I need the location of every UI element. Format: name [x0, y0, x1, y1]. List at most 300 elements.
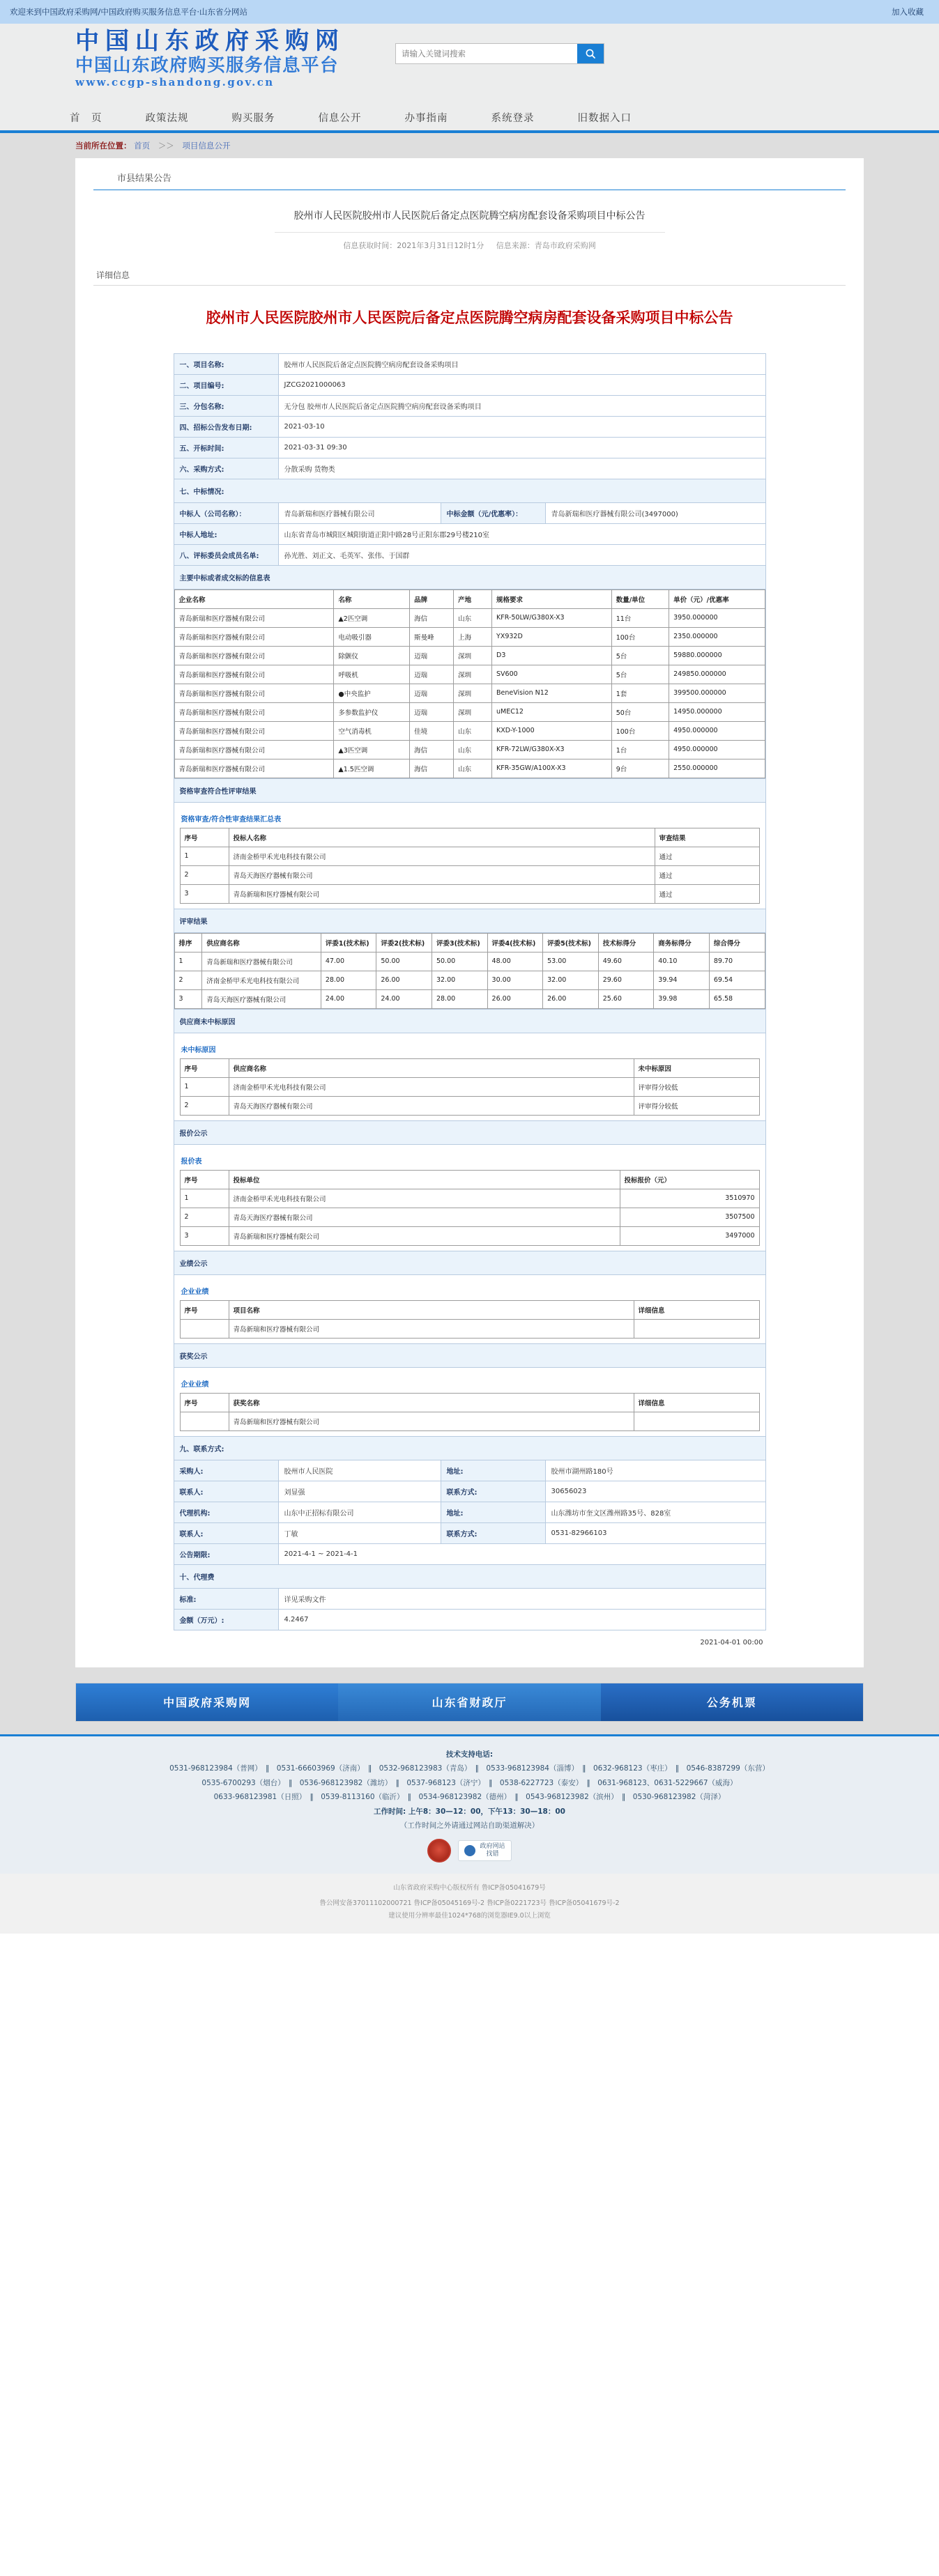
qualification-cell [174, 802, 765, 909]
info-key-open-time: 五、开标时间: [174, 437, 278, 458]
table-row [180, 1412, 759, 1430]
column-header: 序号 [180, 1300, 229, 1319]
table-cell: 100台 [611, 627, 669, 646]
nav-item-policy[interactable]: 政策法规 [145, 112, 189, 124]
table-cell: 399500.000000 [669, 684, 765, 702]
table-cell: 青岛天海医疗器械有限公司 [229, 865, 655, 884]
column-header: 供应商名称 [229, 1058, 634, 1077]
info-key-method: 六、采购方式: [174, 458, 278, 479]
qualification-body [180, 847, 759, 903]
contact-val-0-2: 胶州市湖州路180号 [545, 1460, 765, 1481]
column-header: 商务标得分 [654, 933, 710, 952]
table-cell: 青岛天海医疗器械有限公司 [202, 989, 321, 1008]
section-price-label: 报价公示 [174, 1120, 765, 1144]
table-cell: SV600 [492, 665, 612, 684]
table-row [174, 1502, 765, 1522]
footer-bottom [0, 1874, 939, 1934]
info-key-publish-date: 四、招标公告发布日期: [174, 416, 278, 437]
review-table [174, 933, 765, 1009]
add-favorite-link[interactable]: 加入收藏 [892, 7, 924, 17]
nav-item-login[interactable]: 系统登录 [491, 112, 535, 124]
table-row [174, 665, 765, 684]
contact-val-1-1: 刘显强 [278, 1481, 441, 1502]
search-box[interactable] [395, 43, 604, 64]
contact-key-3-1: 联系人: [174, 1522, 278, 1543]
table-cell: 1 [180, 847, 229, 865]
nav-item-guide[interactable]: 办事指南 [404, 112, 448, 124]
contact-key-3-2: 联系方式: [441, 1522, 545, 1543]
table-cell: 3497000 [620, 1226, 759, 1245]
table-cell: 3 [174, 989, 202, 1008]
contact-key-2-2: 地址: [441, 1502, 545, 1522]
signature-date: 2021-04-01 00:00 [700, 1638, 763, 1646]
credit-body [180, 1319, 759, 1338]
column-header: 排序 [174, 933, 202, 952]
table-cell: 100台 [611, 721, 669, 740]
table-cell: 249850.000000 [669, 665, 765, 684]
table-cell: 3 [180, 1226, 229, 1245]
footer-phone-line-1: 0531-968123984（普网） ‖ 0531-66603969（济南） ‖ 0532-968123983（青岛） ‖ 0533-968123984（淄博） ‖ 0632-968123（枣庄） ‖ 0546-8387299（东营） [169, 1764, 770, 1773]
column-header: 评委5(技术标) [543, 933, 599, 952]
table-cell: 电动吸引器 [334, 627, 410, 646]
table-cell: 上海 [454, 627, 492, 646]
table-cell: 山东 [454, 740, 492, 759]
contact-key-1-2: 联系方式: [441, 1481, 545, 1502]
qualification-header-row [180, 828, 759, 847]
column-header: 产地 [454, 589, 492, 608]
table-cell: 评审得分较低 [634, 1077, 759, 1096]
contact-val-0-1: 胶州市人民医院 [278, 1460, 441, 1481]
table-cell [634, 1319, 759, 1338]
footer-copyright: 山东省政府采购中心版权所有 鲁ICP备05041679号 [393, 1883, 546, 1892]
award-winner-value: 青岛新瑞和医疗器械有限公司 [278, 502, 441, 523]
table-row [180, 1226, 759, 1245]
column-header: 规格要求 [492, 589, 612, 608]
column-header: 企业名称 [174, 589, 334, 608]
table-row [174, 702, 765, 721]
table-cell: 11台 [611, 608, 669, 627]
nav-item-home[interactable]: 首 页 [70, 112, 102, 124]
site-footer [0, 1734, 939, 1874]
partner-link-official-ticket[interactable]: 公务机票 [601, 1683, 863, 1721]
agent-amount-value: 4.2467 [278, 1609, 765, 1630]
table-cell: 青岛新瑞和医疗器械有限公司 [174, 665, 334, 684]
table-row [174, 1367, 765, 1436]
table-cell: 青岛新瑞和医疗器械有限公司 [202, 952, 321, 971]
table-cell: 青岛新瑞和医疗器械有限公司 [174, 759, 334, 778]
table-cell: 50.00 [376, 952, 432, 971]
table-cell: 2350.000000 [669, 627, 765, 646]
table-cell: 空气消毒机 [334, 721, 410, 740]
nav-item-info-disclosure[interactable]: 信息公开 [318, 112, 362, 124]
column-header: 序号 [180, 828, 229, 847]
award-amount-key: 中标金额（元/优惠率）： [441, 502, 545, 523]
document-meta-source: 信息来源：青岛市政府采购网 [496, 241, 596, 251]
table-row [180, 1077, 759, 1096]
table-cell: KFR-50LW/G380X-X3 [492, 608, 612, 627]
table-cell: 青岛新瑞和医疗器械有限公司 [229, 884, 655, 903]
detail-info-label: 详细信息 [96, 270, 130, 281]
table-row [174, 458, 765, 479]
table-cell: 青岛天海医疗器械有限公司 [229, 1096, 634, 1115]
column-header: 获奖名称 [229, 1393, 634, 1412]
table-row [174, 1609, 765, 1630]
breadcrumb-current[interactable]: 项目信息公开 [182, 141, 231, 151]
contact-key-0-1: 采购人: [174, 1460, 278, 1481]
award-pub-cell [174, 1367, 765, 1436]
table-cell: 50.00 [432, 952, 487, 971]
table-cell: 青岛新瑞和医疗器械有限公司 [229, 1319, 634, 1338]
partner-banner [75, 1683, 864, 1722]
table-row [174, 1144, 765, 1251]
table-row [174, 646, 765, 665]
section-agent-fee-label: 十、代理费 [174, 1564, 765, 1588]
items-header-row [174, 589, 765, 608]
table-cell: 深圳 [454, 646, 492, 665]
table-cell: 2550.000000 [669, 759, 765, 778]
table-cell: 5台 [611, 665, 669, 684]
table-row [174, 523, 765, 544]
table-cell: 济南金桥甲禾光电科技有限公司 [229, 847, 655, 865]
table-cell: 1 [180, 1077, 229, 1096]
column-header: 投标人名称 [229, 828, 655, 847]
table-cell: BeneVision N12 [492, 684, 612, 702]
announcement-title: 胶州市人民医院胶州市人民医院后备定点医院腾空病房配套设备采购项目中标公告 [206, 309, 733, 327]
column-header: 名称 [334, 589, 410, 608]
table-cell: D3 [492, 646, 612, 665]
table-row [174, 989, 765, 1008]
table-cell: 89.70 [709, 952, 765, 971]
table-cell: 28.00 [321, 971, 376, 989]
table-cell: 26.00 [376, 971, 432, 989]
section-award-pub [174, 1343, 765, 1367]
contact-key-2-1: 代理机构: [174, 1502, 278, 1522]
review-cell [174, 932, 765, 1009]
period-value: 2021-4-1 ~ 2021-4-1 [278, 1543, 765, 1564]
table-cell: 3507500 [620, 1208, 759, 1226]
document-meta-time: 信息获取时间：2021年3月31日12时1分 [343, 241, 484, 251]
gov-badge-line-1: 政府网站 [480, 1842, 505, 1850]
table-cell: 3510970 [620, 1189, 759, 1208]
search-input[interactable] [396, 44, 577, 63]
contact-val-3-2: 0531-82966103 [545, 1522, 765, 1543]
table-cell: 1 [180, 1189, 229, 1208]
table-cell: 65.58 [709, 989, 765, 1008]
table-cell: ▲2匹空调 [334, 608, 410, 627]
table-cell: 5台 [611, 646, 669, 665]
price-body [180, 1189, 759, 1245]
table-cell: 2 [180, 1208, 229, 1226]
document-meta [275, 232, 665, 251]
section-credit-label: 业绩公示 [174, 1251, 765, 1274]
column-header: 投标单位 [229, 1170, 620, 1189]
agent-standard-value: 详见采购文件 [278, 1588, 765, 1609]
section-qualification [174, 778, 765, 802]
table-row [174, 1274, 765, 1343]
table-cell: 青岛新瑞和医疗器械有限公司 [174, 608, 334, 627]
table-row [174, 1033, 765, 1120]
table-cell: 39.94 [654, 971, 710, 989]
period-key: 公告期限: [174, 1543, 278, 1564]
column-header: 单价（元）/优惠率 [669, 589, 765, 608]
footer-icp: 鲁公网安备37011102000721 鲁ICP备05045169号-2 鲁ICP备0221723号 鲁ICP备05041679号-2 [319, 1899, 620, 1907]
table-cell: 24.00 [376, 989, 432, 1008]
award-pub-header-row [180, 1393, 759, 1412]
table-cell: uMEC12 [492, 702, 612, 721]
section-award-situation [174, 479, 765, 502]
footer-work-hours-note: （工作时间之外请通过网站自助渠道解决） [399, 1821, 540, 1830]
breadcrumb-label: 当前所在位置： [75, 141, 132, 151]
table-row [174, 374, 765, 395]
column-header: 品牌 [410, 589, 454, 608]
column-header: 投标报价（元） [620, 1170, 759, 1189]
items-table [174, 589, 765, 778]
table-cell: 3 [180, 884, 229, 903]
table-cell: 39.98 [654, 989, 710, 1008]
page-background [0, 133, 939, 1734]
table-row [174, 395, 765, 416]
footer-phone-line-2: 0535-6700293（烟台） ‖ 0536-968123982（潍坊） ‖ 0537-968123（济宁） ‖ 0538-6227723（泰安） ‖ 0631-968123、0631-5229667（威海） [201, 1778, 738, 1787]
table-row [174, 932, 765, 1009]
table-row [174, 740, 765, 759]
nowin-body [180, 1077, 759, 1115]
table-cell [180, 1412, 229, 1430]
table-cell: 24.00 [321, 989, 376, 1008]
content-panel [75, 158, 864, 1667]
qualification-table-title: 资格审查/符合性审查结果汇总表 [181, 815, 282, 824]
table-cell: 青岛新瑞和医疗器械有限公司 [229, 1226, 620, 1245]
section-items [174, 565, 765, 589]
column-header: 序号 [180, 1170, 229, 1189]
table-cell: 14950.000000 [669, 702, 765, 721]
gov-site-report-badge[interactable] [458, 1840, 511, 1862]
table-row [174, 802, 765, 909]
credit-cell [174, 1274, 765, 1343]
table-row [174, 1522, 765, 1543]
table-row [174, 759, 765, 778]
gov-badge-line-2: 找错 [486, 1850, 499, 1858]
credit-table [180, 1300, 760, 1339]
award-pub-sub-label: 企业业绩 [181, 1380, 209, 1389]
award-pub-table [180, 1393, 760, 1431]
footer-phone-line-3: 0633-968123981（日照） ‖ 0539-8113160（临沂） ‖ 0534-968123982（德州） ‖ 0543-968123982（滨州） ‖ 0530-968123982（菏泽） [213, 1793, 726, 1802]
table-cell: 青岛新瑞和医疗器械有限公司 [174, 646, 334, 665]
partner-link-ccgp[interactable]: 中国政府采购网 [76, 1683, 338, 1721]
section-contact [174, 1436, 765, 1460]
site-logo[interactable] [75, 28, 345, 88]
award-address-key: 中标人地址: [174, 523, 278, 544]
column-header: 详细信息 [634, 1393, 759, 1412]
table-row [174, 437, 765, 458]
table-cell: 26.00 [543, 989, 599, 1008]
panel-tab-result-announcement[interactable]: 市县结果公告 [93, 158, 846, 190]
section-credit [174, 1251, 765, 1274]
table-cell: 深圳 [454, 702, 492, 721]
main-nav [0, 104, 939, 133]
column-header: 未中标原因 [634, 1058, 759, 1077]
table-row [180, 1096, 759, 1115]
logo-line-1: 中国山东政府采购网 [75, 27, 345, 55]
info-val-package-name: 无分包 胶州市人民医院后备定点医院腾空病房配套设备采购项目 [278, 395, 765, 416]
table-cell: 青岛新瑞和医疗器械有限公司 [174, 702, 334, 721]
section-items-label: 主要中标或者成交标的信息表 [174, 565, 765, 589]
table-cell [634, 1412, 759, 1430]
table-cell: 通过 [655, 847, 759, 865]
price-header-row [180, 1170, 759, 1189]
nowin-cell [174, 1033, 765, 1120]
table-row [174, 971, 765, 989]
table-cell: 47.00 [321, 952, 376, 971]
announcement-body [126, 286, 813, 1646]
contact-key-1-1: 联系人: [174, 1481, 278, 1502]
committee-value: 孙光胜、刘正文、毛英军、张伟、于国群 [278, 544, 765, 565]
table-cell: 1 [174, 952, 202, 971]
column-header: 评委1(技术标) [321, 933, 376, 952]
nowin-table-title: 未中标原因 [181, 1046, 216, 1054]
table-cell: 29.60 [598, 971, 654, 989]
info-key-package-name: 三、分包名称: [174, 395, 278, 416]
table-cell: 通过 [655, 884, 759, 903]
section-nowin-label: 供应商未中标原因 [174, 1009, 765, 1033]
table-cell: 青岛新瑞和医疗器械有限公司 [174, 740, 334, 759]
award-amount-value: 青岛新瑞和医疗器械有限公司(3497000) [545, 502, 765, 523]
column-header: 数量/单位 [611, 589, 669, 608]
logo-line-2: 中国山东政府购买服务信息平台 [75, 55, 339, 77]
table-row [174, 589, 765, 778]
gov-badge-icon [464, 1845, 475, 1856]
award-winner-key: 中标人（公司名称）： [174, 502, 278, 523]
table-cell: 多参数监护仪 [334, 702, 410, 721]
table-row [174, 416, 765, 437]
qualification-table [180, 828, 760, 904]
table-cell: 迈瑞 [410, 702, 454, 721]
committee-key: 八、评标委员会成员名单: [174, 544, 278, 565]
column-header: 供应商名称 [202, 933, 321, 952]
table-cell: 1套 [611, 684, 669, 702]
table-cell: 呼吸机 [334, 665, 410, 684]
nav-item-legacy-data[interactable]: 旧数据入口 [577, 112, 632, 124]
table-cell: 2 [174, 971, 202, 989]
section-review [174, 909, 765, 932]
document-title: 胶州市人民医院胶州市人民医院后备定点医院腾空病房配套设备采购项目中标公告 [293, 210, 646, 222]
section-award-label: 七、中标情况: [174, 479, 765, 502]
table-cell: YX932D [492, 627, 612, 646]
price-table [180, 1170, 760, 1246]
table-cell: 评审得分较低 [634, 1096, 759, 1115]
column-header: 技术标得分 [598, 933, 654, 952]
info-key-project-code: 二、项目编号: [174, 374, 278, 395]
table-row [174, 721, 765, 740]
contact-val-2-1: 山东中正招标有限公司 [278, 1502, 441, 1522]
contact-val-1-2: 30656023 [545, 1481, 765, 1502]
table-row [174, 544, 765, 565]
column-header: 综合得分 [709, 933, 765, 952]
table-cell: 40.10 [654, 952, 710, 971]
table-cell: 山东 [454, 721, 492, 740]
table-cell: 青岛天海医疗器械有限公司 [229, 1208, 620, 1226]
table-cell: 济南金桥甲禾光电科技有限公司 [229, 1077, 634, 1096]
table-cell: 深圳 [454, 684, 492, 702]
table-row [180, 865, 759, 884]
table-cell: 26.00 [487, 989, 543, 1008]
award-address-value: 山东省青岛市城阳区城阳街道正阳中路28号正阳东郡29号楼210室 [278, 523, 765, 544]
table-cell: 青岛新瑞和医疗器械有限公司 [174, 684, 334, 702]
contact-key-0-2: 地址: [441, 1460, 545, 1481]
official-seal-icon [427, 1839, 451, 1862]
review-body [174, 952, 765, 1008]
breadcrumb-home[interactable]: 首页 [134, 141, 151, 151]
table-row [174, 1588, 765, 1609]
site-header [0, 24, 939, 104]
column-header: 详细信息 [634, 1300, 759, 1319]
column-header: 评委3(技术标) [432, 933, 487, 952]
table-row [180, 1208, 759, 1226]
table-cell: 通过 [655, 865, 759, 884]
search-button[interactable] [577, 44, 604, 63]
column-header: 评委2(技术标) [376, 933, 432, 952]
table-cell: 济南金桥甲禾光电科技有限公司 [229, 1189, 620, 1208]
table-cell: 2 [180, 865, 229, 884]
logo-url: www.ccgp-shandong.gov.cn [75, 76, 275, 89]
table-cell: 32.00 [543, 971, 599, 989]
column-header: 评委4(技术标) [487, 933, 543, 952]
table-row [174, 608, 765, 627]
table-cell: ▲3匹空调 [334, 740, 410, 759]
info-val-open-time: 2021-03-31 09:30 [278, 437, 765, 458]
section-review-label: 评审结果 [174, 909, 765, 932]
table-cell: 32.00 [432, 971, 487, 989]
table-cell: 海信 [410, 740, 454, 759]
table-cell: 山东 [454, 608, 492, 627]
agent-standard-key: 标准: [174, 1588, 278, 1609]
table-cell: 9台 [611, 759, 669, 778]
credit-header-row [180, 1300, 759, 1319]
table-row [180, 884, 759, 903]
table-cell: 49.60 [598, 952, 654, 971]
table-cell: 1台 [611, 740, 669, 759]
section-contact-label: 九、联系方式: [174, 1436, 765, 1460]
table-cell: KFR-72LW/G380X-X3 [492, 740, 612, 759]
breadcrumb [0, 133, 939, 158]
table-row [180, 1319, 759, 1338]
items-body [174, 608, 765, 778]
table-cell [180, 1319, 229, 1338]
column-header: 序号 [180, 1393, 229, 1412]
welcome-text: 欢迎来到中国政府采购网/中国政府购买服务信息平台·山东省分网站 [10, 7, 248, 17]
table-cell: 青岛新瑞和医疗器械有限公司 [229, 1412, 634, 1430]
price-table-title: 报价表 [181, 1157, 202, 1166]
search-icon [585, 48, 596, 59]
partner-link-finance-dept[interactable]: 山东省财政厅 [338, 1683, 600, 1721]
table-cell: ▲1.5匹空调 [334, 759, 410, 778]
table-cell: ●中央监护 [334, 684, 410, 702]
table-cell: 3950.000000 [669, 608, 765, 627]
contact-val-2-2: 山东潍坊市奎文区潍州路35号、828室 [545, 1502, 765, 1522]
table-cell: 4950.000000 [669, 740, 765, 759]
award-pub-body [180, 1412, 759, 1430]
nav-item-purchase-service[interactable]: 购买服务 [231, 112, 275, 124]
footer-work-hours: 工作时间: 上午8：30—12：00，下午13：30—18：00 [374, 1807, 565, 1816]
table-cell: 深圳 [454, 665, 492, 684]
table-cell: 海信 [410, 608, 454, 627]
section-award-pub-label: 获奖公示 [174, 1343, 765, 1367]
section-price [174, 1120, 765, 1144]
table-row [174, 1460, 765, 1481]
price-cell [174, 1144, 765, 1251]
table-cell: 69.54 [709, 971, 765, 989]
table-cell: 除颤仪 [334, 646, 410, 665]
announcement-main-table [174, 353, 766, 1630]
